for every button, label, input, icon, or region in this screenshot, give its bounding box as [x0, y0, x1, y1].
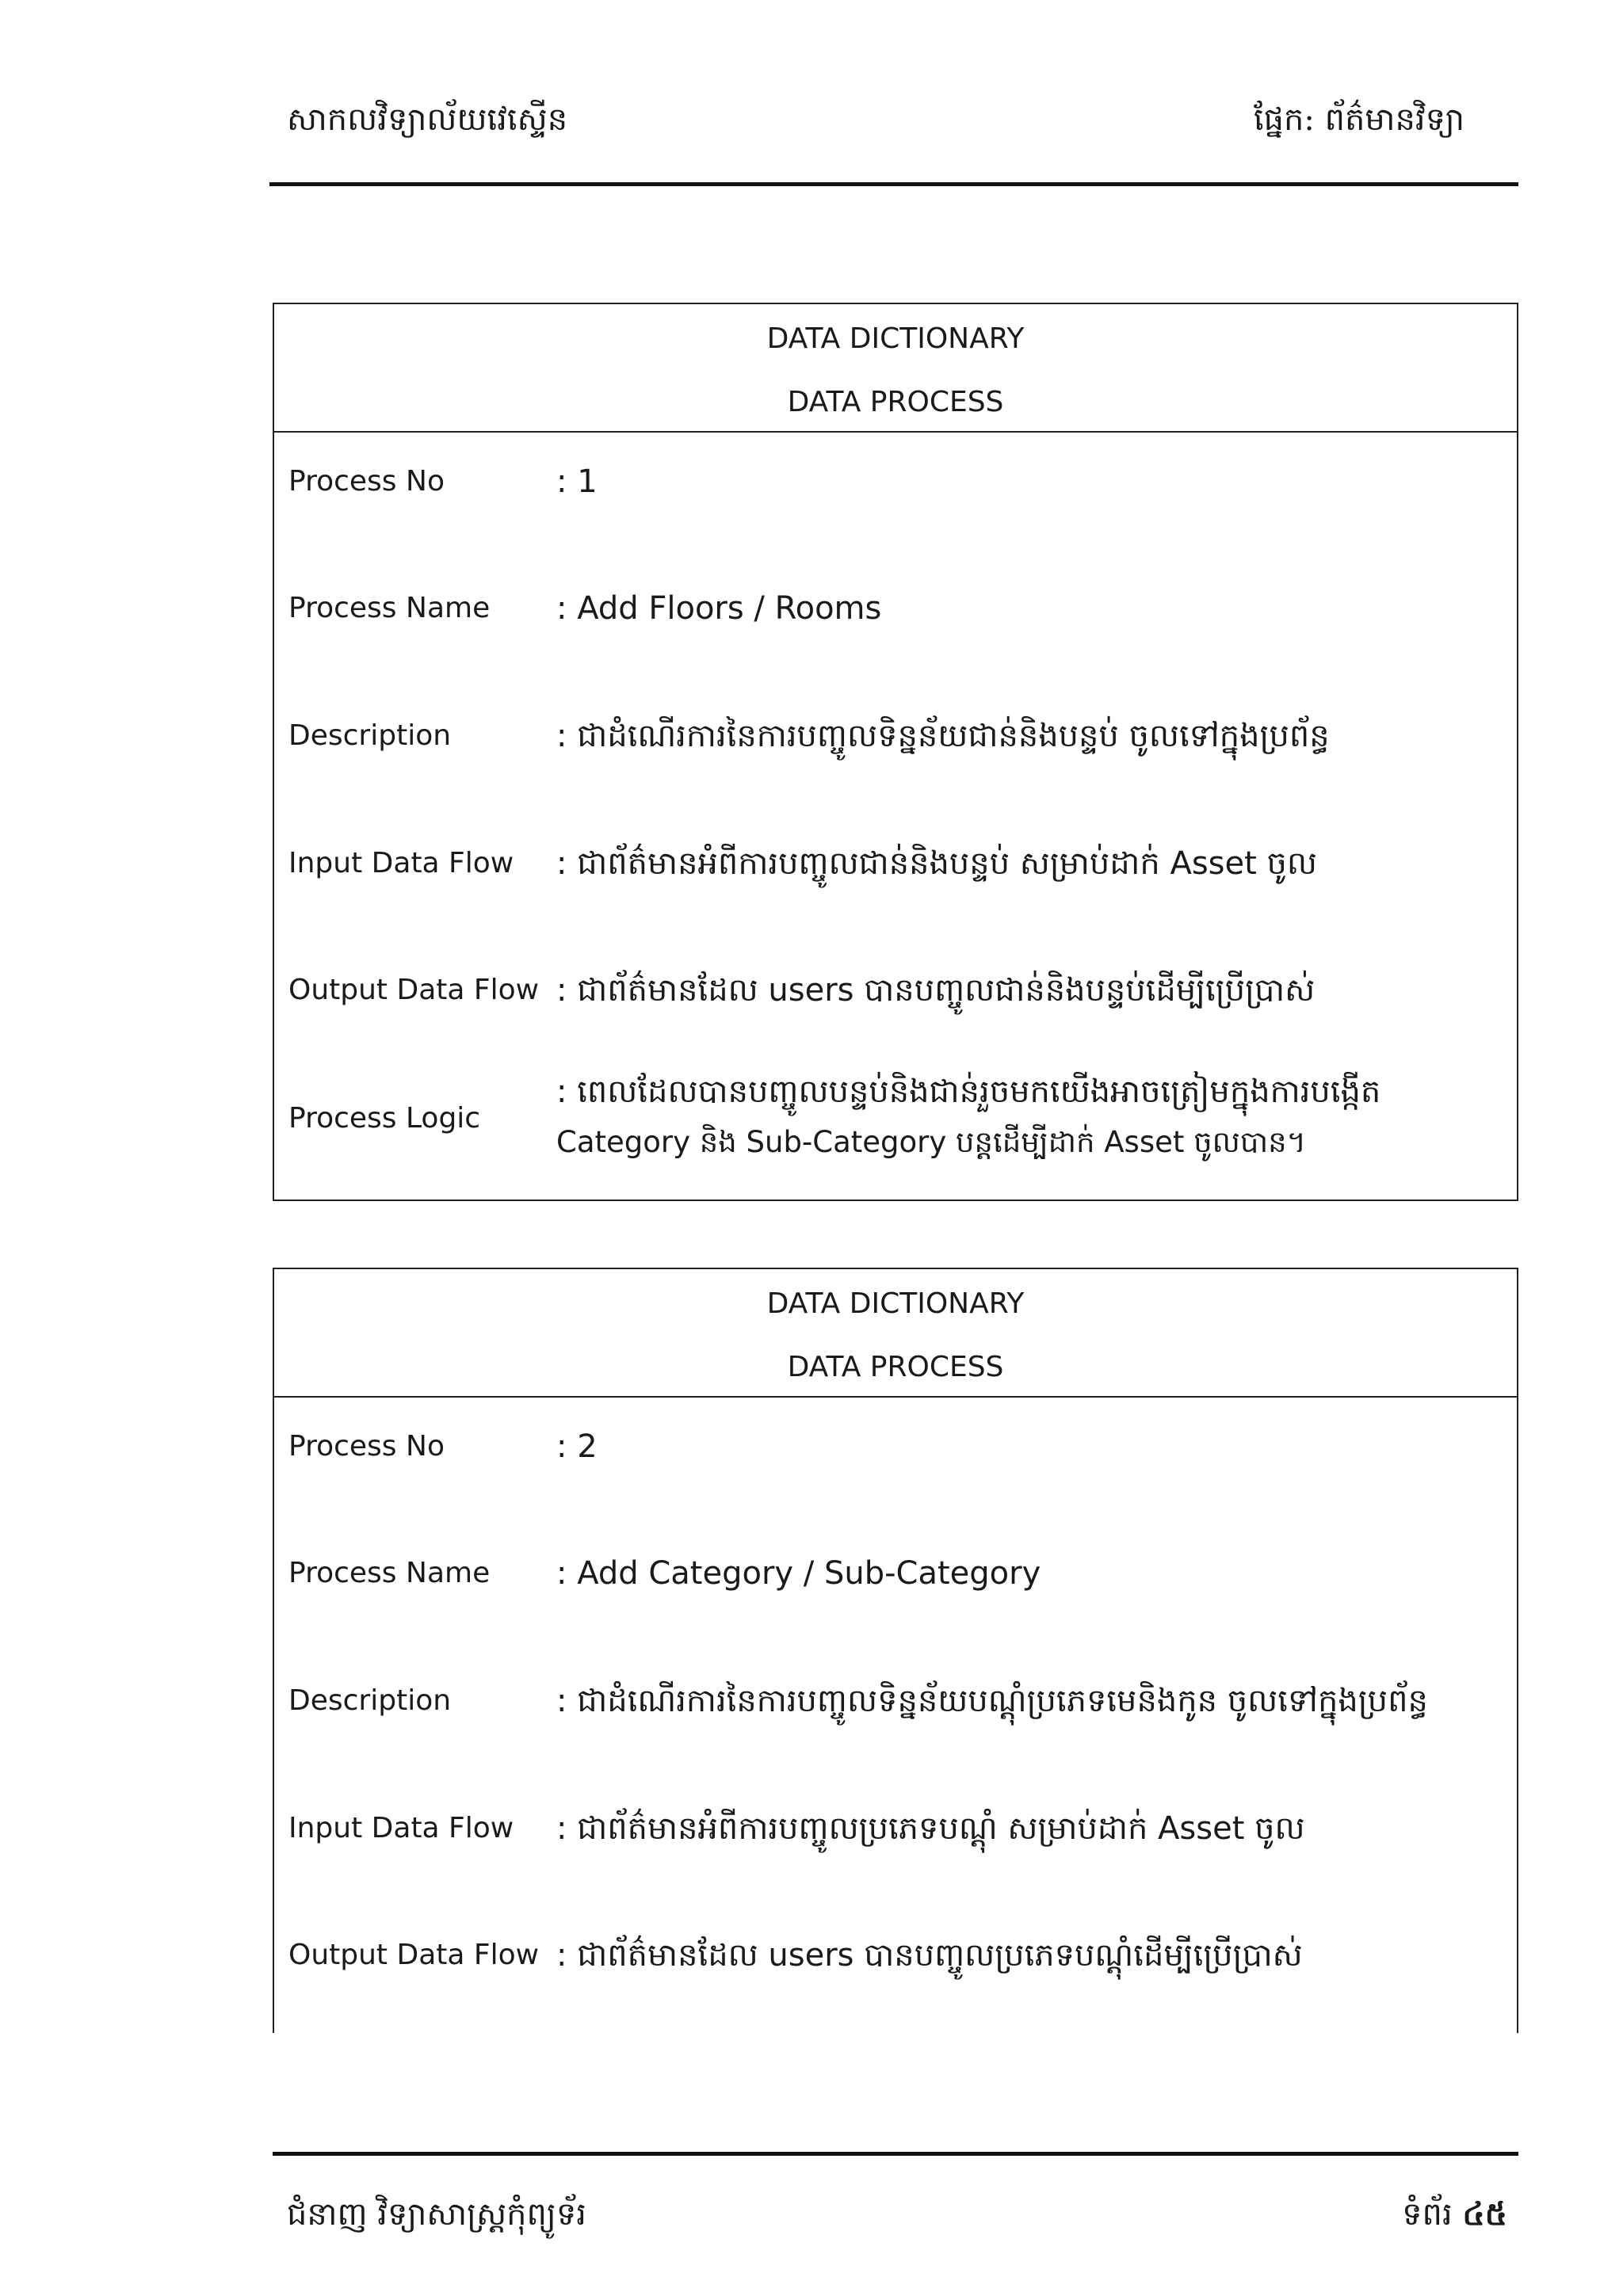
table-header	[274, 1269, 1517, 1398]
process-name-row	[274, 577, 1517, 640]
table-title: DATA DICTIONARY	[766, 322, 1025, 355]
header-rule	[269, 182, 1518, 186]
field-value: : 2	[556, 1428, 598, 1465]
input-data-flow-row	[274, 1797, 1517, 1860]
output-data-flow-row	[274, 1924, 1517, 1987]
table-subtitle: DATA PROCESS	[787, 1351, 1004, 1383]
data-dictionary-table-2	[273, 1268, 1518, 2033]
field-label: Process No	[288, 465, 445, 498]
header-university-name: សាកលវិទ្យាល័យវេស្ទើន	[287, 101, 568, 138]
process-logic-row	[274, 1063, 1517, 1174]
field-label: Process Name	[288, 592, 491, 624]
field-label: Process No	[288, 1430, 445, 1463]
field-value: : ជាព័ត៌មានដែល users បានបញ្ចូលប្រភេទបណ្ដុំដើម្បីប្រើប្រាស់	[556, 1937, 1303, 1974]
field-value: : 1	[556, 463, 598, 500]
field-label: Process Name	[288, 1557, 491, 1589]
field-label: Process Logic	[288, 1102, 481, 1135]
field-value: : ជាដំណើរការនៃការបញ្ចូលទិន្នន័យបណ្ដុំប្រភេទមេនិងកូន ចូលទៅក្នុងប្រព័ន្ធ	[556, 1683, 1428, 1719]
field-label: Input Data Flow	[288, 1812, 514, 1844]
table-subtitle: DATA PROCESS	[787, 386, 1004, 418]
page-label: ទំព័រ	[1402, 2196, 1453, 2233]
process-name-row	[274, 1542, 1517, 1605]
header-department: ផ្នែក: ព័ត៌មានវិទ្យា	[1253, 101, 1465, 138]
field-value: : Add Category / Sub-Category	[556, 1555, 1041, 1592]
input-data-flow-row	[274, 832, 1517, 895]
field-value: : ជាព័ត៌មានអំពីការបញ្ចូលប្រភេទបណ្ដុំ សម្រាប់ដាក់ Asset ចូល	[556, 1810, 1305, 1847]
table-header	[274, 304, 1517, 433]
field-value: : ជាដំណើរការនៃការបញ្ចូលទិន្នន័យជាន់និងបន្ទប់ ចូលទៅក្នុងប្រព័ន្ធ	[556, 718, 1330, 754]
process-no-row	[274, 450, 1517, 513]
description-row	[274, 704, 1517, 768]
footer-major: ជំនាញ វិទ្យាសាស្ត្រកុំព្យូទ័រ	[287, 2196, 586, 2233]
process-logic-line-1: : ពេលដែលបានបញ្ចូលបន្ទប់និងជាន់រួចមកយើងអាចត្រៀមក្នុងការបង្កើត	[556, 1074, 1381, 1110]
page-number-value: ៤៥	[1462, 2195, 1507, 2233]
field-label: Output Data Flow	[288, 974, 540, 1006]
output-data-flow-row	[274, 959, 1517, 1022]
field-label: Input Data Flow	[288, 847, 514, 879]
field-value: : Add Floors / Rooms	[556, 590, 882, 627]
page-number	[1402, 2195, 1507, 2234]
table-title: DATA DICTIONARY	[766, 1287, 1025, 1320]
field-value	[556, 1066, 1381, 1168]
description-row	[274, 1669, 1517, 1733]
field-value: : ជាព័ត៌មានដែល users បានបញ្ចូលជាន់និងបន្ទប់ដើម្បីប្រើប្រាស់	[556, 972, 1316, 1009]
footer-rule	[273, 2152, 1518, 2156]
data-dictionary-table-1	[273, 303, 1518, 1201]
field-label: Description	[288, 719, 452, 752]
process-logic-line-2: Category និង Sub-Category បន្តដើម្បីដាក់ Asset ចូលបាន។	[556, 1125, 1306, 1159]
field-label: Output Data Flow	[288, 1939, 540, 1971]
process-no-row	[274, 1415, 1517, 1478]
field-label: Description	[288, 1684, 452, 1717]
field-value: : ជាព័ត៌មានអំពីការបញ្ចូលជាន់និងបន្ទប់ សម្រាប់ដាក់ Asset ចូល	[556, 845, 1317, 882]
